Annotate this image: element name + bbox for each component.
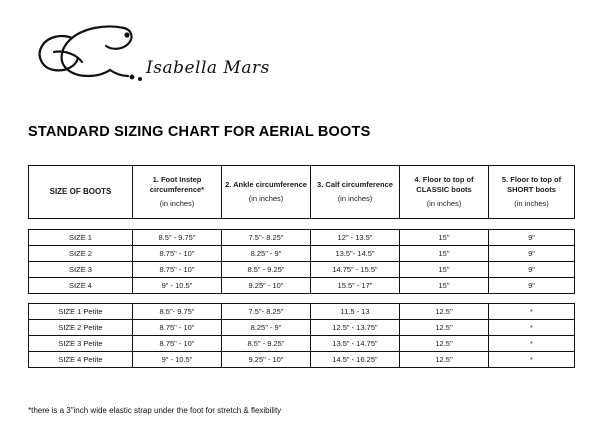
brand-name: Isabella Mars — [146, 58, 270, 78]
cell-ankle: 7.5"- 8.25" — [222, 304, 311, 320]
cell-instep: 9" - 10.5" — [133, 352, 222, 368]
table-row — [29, 278, 575, 294]
footnote: *there is a 3"inch wide elastic strap under the foot for stretch & flexibility — [28, 406, 282, 415]
row-size-label: SIZE 1 — [29, 230, 133, 246]
cell-classic: 12.5" — [400, 336, 489, 352]
column-header-instep-unit: (in inches) — [159, 198, 195, 208]
cell-instep: 8.75" - 10" — [133, 246, 222, 262]
column-header-instep-label: Foot Instep circumference* — [149, 175, 205, 195]
cell-instep: 8.5"- 9.75" — [133, 304, 222, 320]
column-header-ankle-num: 2. — [225, 180, 232, 190]
table-group-gap — [29, 294, 575, 304]
cell-short: 9" — [489, 246, 575, 262]
table-row — [29, 246, 575, 262]
table-gap — [29, 219, 575, 230]
column-header-ankle — [222, 166, 311, 219]
column-header-short-label: Floor to top of SHORT boots — [507, 175, 562, 195]
cell-classic: 15" — [400, 230, 489, 246]
cell-short: * — [489, 320, 575, 336]
table-row — [29, 304, 575, 320]
swan-logo-icon — [28, 22, 146, 89]
sizing-table — [28, 165, 575, 368]
cell-short: * — [489, 352, 575, 368]
table-row — [29, 336, 575, 352]
cell-short: 9" — [489, 262, 575, 278]
cell-calf: 14.75" - 15.5" — [311, 262, 400, 278]
column-header-classic-label: Floor to top of CLASSIC boots — [416, 175, 474, 195]
cell-short: 9" — [489, 278, 575, 294]
column-header-calf-num: 3. — [317, 180, 324, 190]
cell-ankle: 8.5" - 9.25" — [222, 336, 311, 352]
column-header-short-num: 5. — [501, 175, 509, 185]
cell-calf: 11.5 - 13 — [311, 304, 400, 320]
sizing-table-wrapper — [28, 165, 574, 368]
table-row — [29, 352, 575, 368]
cell-short: * — [489, 336, 575, 352]
column-header-short — [489, 166, 575, 219]
row-size-label: SIZE 4 Petite — [29, 352, 133, 368]
cell-ankle: 7.5"- 8.25" — [222, 230, 311, 246]
cell-calf: 12.5" - 13.75" — [311, 320, 400, 336]
cell-classic: 15" — [400, 278, 489, 294]
brand-logo — [28, 22, 308, 92]
column-header-size: SIZE OF BOOTS — [29, 166, 133, 219]
column-header-instep — [133, 166, 222, 219]
column-header-ankle-unit: (in inches) — [248, 193, 284, 203]
column-header-instep-num: 1. — [152, 175, 159, 185]
cell-classic: 12.5" — [400, 320, 489, 336]
table-row — [29, 262, 575, 278]
cell-classic: 12.5" — [400, 304, 489, 320]
row-size-label: SIZE 1 Petite — [29, 304, 133, 320]
cell-calf: 13.5" - 14.75" — [311, 336, 400, 352]
table-header-row — [29, 166, 575, 219]
row-size-label: SIZE 3 — [29, 262, 133, 278]
row-size-label: SIZE 3 Petite — [29, 336, 133, 352]
row-size-label: SIZE 4 — [29, 278, 133, 294]
cell-instep: 8.75" - 10" — [133, 336, 222, 352]
cell-instep: 9" - 10.5" — [133, 278, 222, 294]
cell-calf: 12" - 13.5" — [311, 230, 400, 246]
table-row — [29, 230, 575, 246]
row-size-label: SIZE 2 Petite — [29, 320, 133, 336]
table-row — [29, 320, 575, 336]
cell-instep: 8.5" - 9.75" — [133, 230, 222, 246]
column-header-classic — [400, 166, 489, 219]
page-title: STANDARD SIZING CHART FOR AERIAL BOOTS — [28, 124, 371, 140]
cell-short: * — [489, 304, 575, 320]
cell-instep: 8.75" - 10" — [133, 262, 222, 278]
cell-ankle: 8.25" - 9" — [222, 320, 311, 336]
column-header-calf-unit: (in inches) — [337, 193, 373, 203]
column-header-calf — [311, 166, 400, 219]
cell-ankle: 8.25" - 9" — [222, 246, 311, 262]
column-header-ankle-label: Ankle circumference — [233, 180, 307, 190]
column-header-calf-label: Calf circumference — [325, 180, 393, 190]
cell-instep: 8.75" - 10" — [133, 320, 222, 336]
cell-short: 9" — [489, 230, 575, 246]
column-header-short-unit: (in inches) — [514, 198, 549, 208]
cell-classic: 15" — [400, 246, 489, 262]
cell-classic: 15" — [400, 262, 489, 278]
row-size-label: SIZE 2 — [29, 246, 133, 262]
cell-calf: 13.5"- 14.5" — [311, 246, 400, 262]
column-header-classic-num: 4. — [414, 175, 421, 185]
cell-ankle: 9.25" - 10" — [222, 352, 311, 368]
cell-classic: 12.5" — [400, 352, 489, 368]
cell-calf: 14.5" - 16.25" — [311, 352, 400, 368]
cell-ankle: 8.5" - 9.25" — [222, 262, 311, 278]
column-header-classic-unit: (in inches) — [426, 198, 462, 208]
cell-ankle: 9.25" - 10" — [222, 278, 311, 294]
cell-calf: 15.5" - 17" — [311, 278, 400, 294]
